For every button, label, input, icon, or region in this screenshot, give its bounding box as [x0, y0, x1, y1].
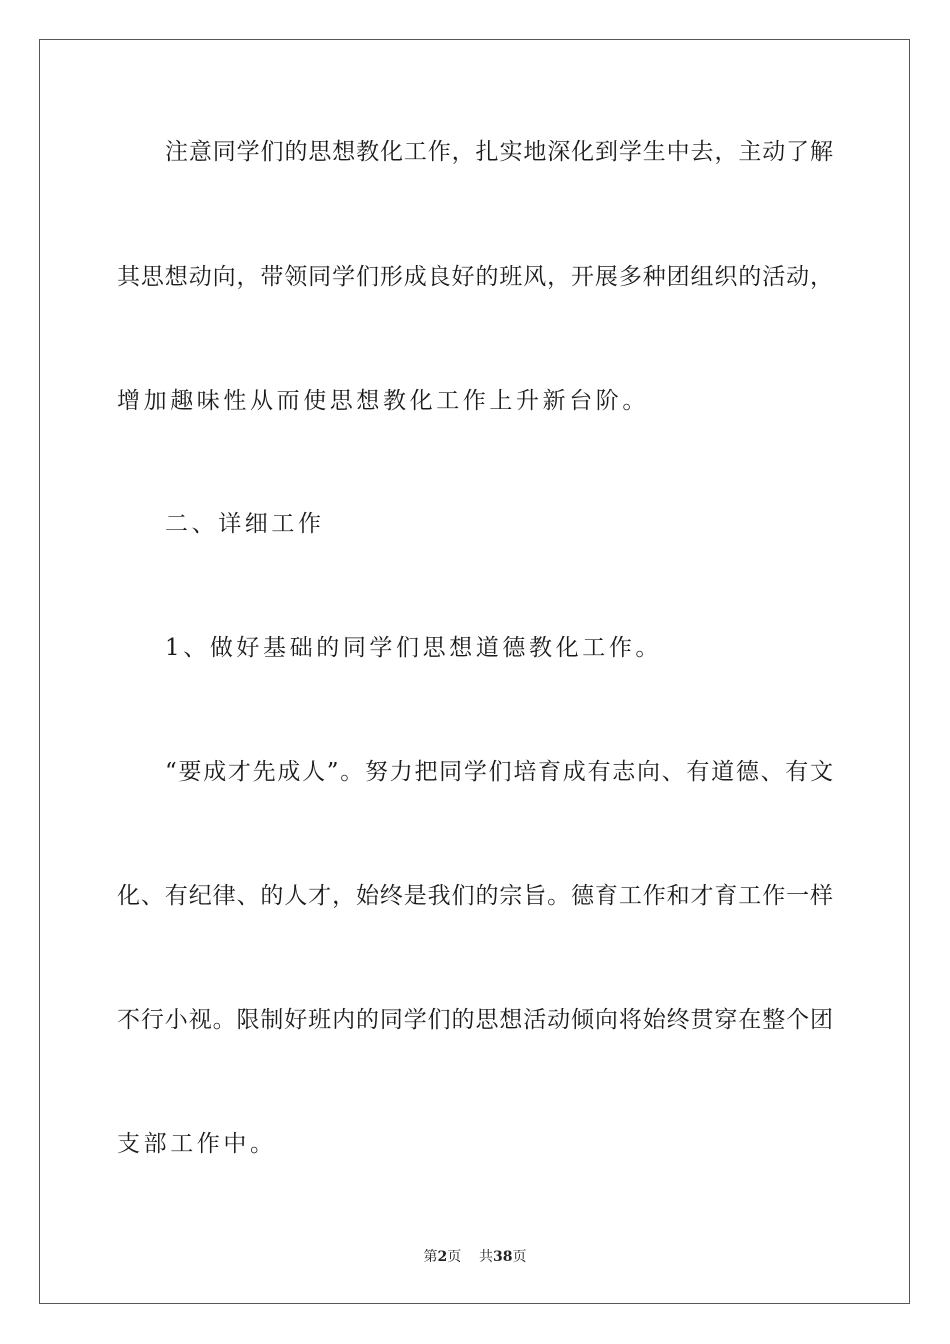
- footer-page-prefix: 第: [423, 1249, 438, 1265]
- paragraph-line-2: 其思想动向，带领同学们形成良好的班风，开展多种团组织的活动，: [117, 264, 833, 290]
- section-heading: 二、详细工作: [165, 511, 325, 537]
- footer-page-number: 2: [437, 1249, 448, 1265]
- paragraph-line-3: 增加趣味性从而使思想教化工作上升新台阶。: [117, 388, 649, 414]
- footer-total-prefix: 共: [479, 1249, 494, 1265]
- footer-total-pages: 38: [493, 1249, 513, 1265]
- paragraph-line-5: 化、有纪律、的人才，始终是我们的宗旨。德育工作和才育工作一样: [117, 883, 833, 909]
- paragraph-line-4: “要成才先成人”。努力把同学们培育成有志向、有道德、有文: [165, 759, 833, 785]
- paragraph-line-6: 不行小视。限制好班内的同学们的思想活动倾向将始终贯穿在整个团: [117, 1007, 833, 1033]
- paragraph-line-7: 支部工作中。: [117, 1131, 277, 1157]
- subsection-heading: 1、做好基础的同学们思想道德教化工作。: [165, 635, 663, 661]
- footer-page-suffix: 页: [447, 1249, 462, 1265]
- paragraph-line-1: 注意同学们的思想教化工作，扎实地深化到学生中去，主动了解: [165, 139, 833, 165]
- footer-total-suffix: 页: [512, 1249, 527, 1265]
- page-footer: [0, 1248, 950, 1266]
- page-border: [39, 39, 910, 1304]
